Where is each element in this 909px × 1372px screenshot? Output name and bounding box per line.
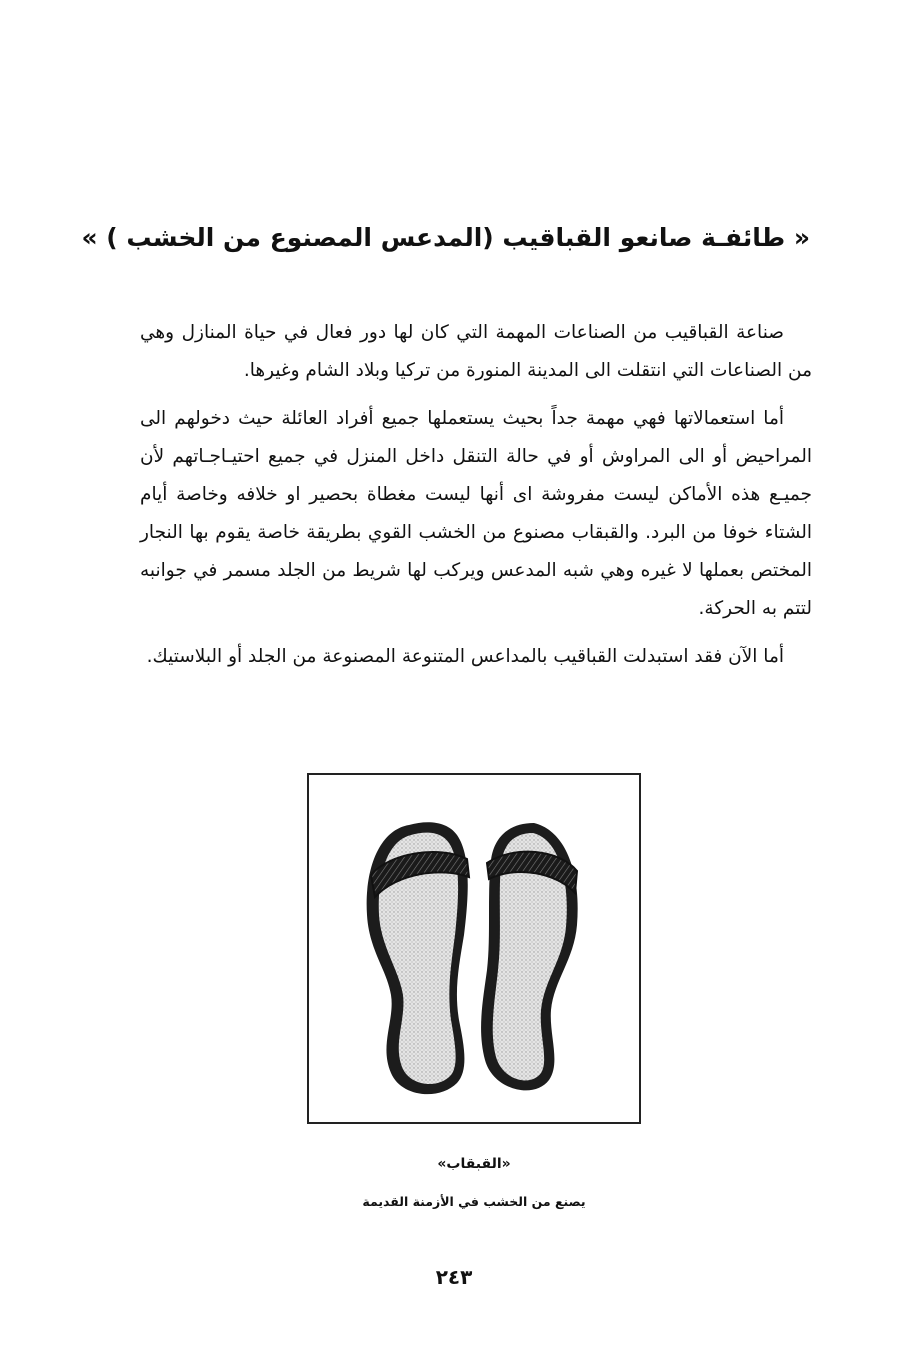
figure-frame <box>307 773 641 1124</box>
body-text <box>140 314 812 686</box>
page-number: ٢٤٣ <box>435 1265 473 1289</box>
paragraph-3: أما الآن فقد استبدلت القباقيب بالمداعس المتنوعة المصنوعة من الجلد أو البلاستيك. <box>146 646 784 667</box>
figure-caption-title: «القبقاب» <box>437 1156 511 1172</box>
paragraph-2: أما استعمالاتها فهي مهمة جداً بحيث يستعملها جميع أفراد العائلة حيث دخولهم الى المراحيض أو الى المراوش أو في حالة التنقل داخل المنزل في جميع احتيـاجـاتهم لأن جميـع هذه الأماكن ليست مفروشة اى أنها ليست مغطاة بحصير او خلافه وخاصة أيام الشتاء خوفا من البرد. والقبقاب مصنوع من الخشب القوي بطريقة خاصة يقوم بها النجار المختص بعملها لا غيره وهي شبه المدعس ويركب لها شريط من الجلد مسمر في جوانبه لتتم به الحركة. <box>140 408 812 619</box>
left-clog <box>367 822 469 1094</box>
clogs-illustration-icon <box>309 775 639 1122</box>
figure-caption-subtitle: يصنع من الخشب في الأزمنة القديمة <box>362 1194 586 1209</box>
right-clog <box>481 823 578 1090</box>
page-title: « طائفـة صانعو القباقيب (المدعس المصنوع من الخشب ) » <box>81 223 810 252</box>
paragraph-1: صناعة القباقيب من الصناعات المهمة التي كان لها دور فعال في حياة المنازل وهي من الصناعات التي انتقلت الى المدينة المنورة من تركيا وبلاد الشام وغيرها. <box>140 322 812 381</box>
